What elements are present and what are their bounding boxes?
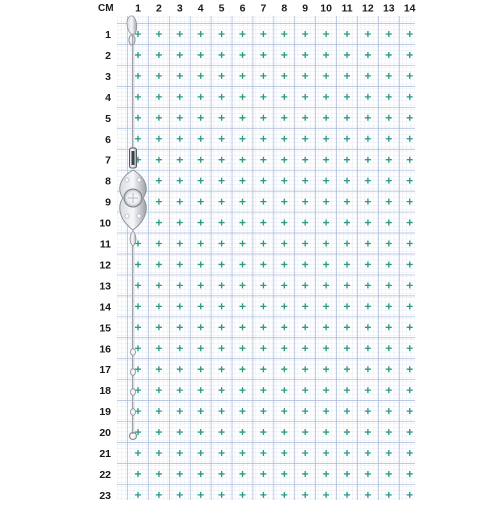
chain-bead [130,389,135,396]
y-axis-label: 18 [99,385,111,398]
x-axis-label: 9 [302,2,309,15]
stone [125,178,129,182]
chain-bead [130,369,135,376]
y-axis-label: 6 [105,133,111,146]
y-axis-label: 3 [105,70,111,83]
stone [125,214,129,218]
y-axis-label: 16 [99,343,111,356]
y-axis-label: 13 [99,280,111,293]
y-axis-label: 22 [99,468,111,481]
y-axis-label: 7 [105,154,111,167]
chain-bead [130,409,135,416]
y-axis-label: 5 [105,112,111,125]
y-axis-label: 14 [99,301,111,314]
y-axis-label: 12 [99,259,111,272]
x-axis-label: 7 [260,2,267,15]
unit-label: CM [98,3,114,14]
y-axis-label: 20 [99,427,111,440]
y-axis-label: 10 [99,217,111,230]
y-axis-label: 8 [105,175,111,188]
y-axis-label: 21 [99,448,111,460]
x-axis-labels [135,3,416,15]
chain-bead [130,349,135,356]
y-axis-labels [99,29,111,500]
y-axis-label: 4 [105,91,111,104]
y-axis-label: 23 [99,489,111,500]
y-axis-label: 9 [105,196,111,209]
y-axis-label: 2 [105,49,111,62]
y-axis-label: 1 [105,29,111,41]
x-axis-label: 1 [135,2,141,15]
stone [137,178,141,182]
x-axis-label: 3 [176,2,183,15]
x-axis-label: 14 [403,2,416,15]
fine-grid-lines [117,16,415,500]
stone [137,214,141,218]
x-axis-label: 2 [155,2,162,15]
x-axis-label: 5 [218,2,225,15]
x-axis-label: 13 [382,2,395,15]
x-axis-label: 10 [320,2,332,15]
x-axis-label: 11 [341,2,353,15]
x-axis-label: 12 [362,2,374,15]
x-axis-label: 6 [239,2,246,15]
y-axis-label: 11 [99,238,111,251]
y-axis-label: 19 [99,406,111,419]
connector-link-inner [132,151,135,165]
y-axis-label: 15 [99,322,111,335]
y-axis-label: 17 [99,364,111,377]
x-axis-label: 8 [281,2,288,15]
x-axis-label: 4 [197,2,204,15]
